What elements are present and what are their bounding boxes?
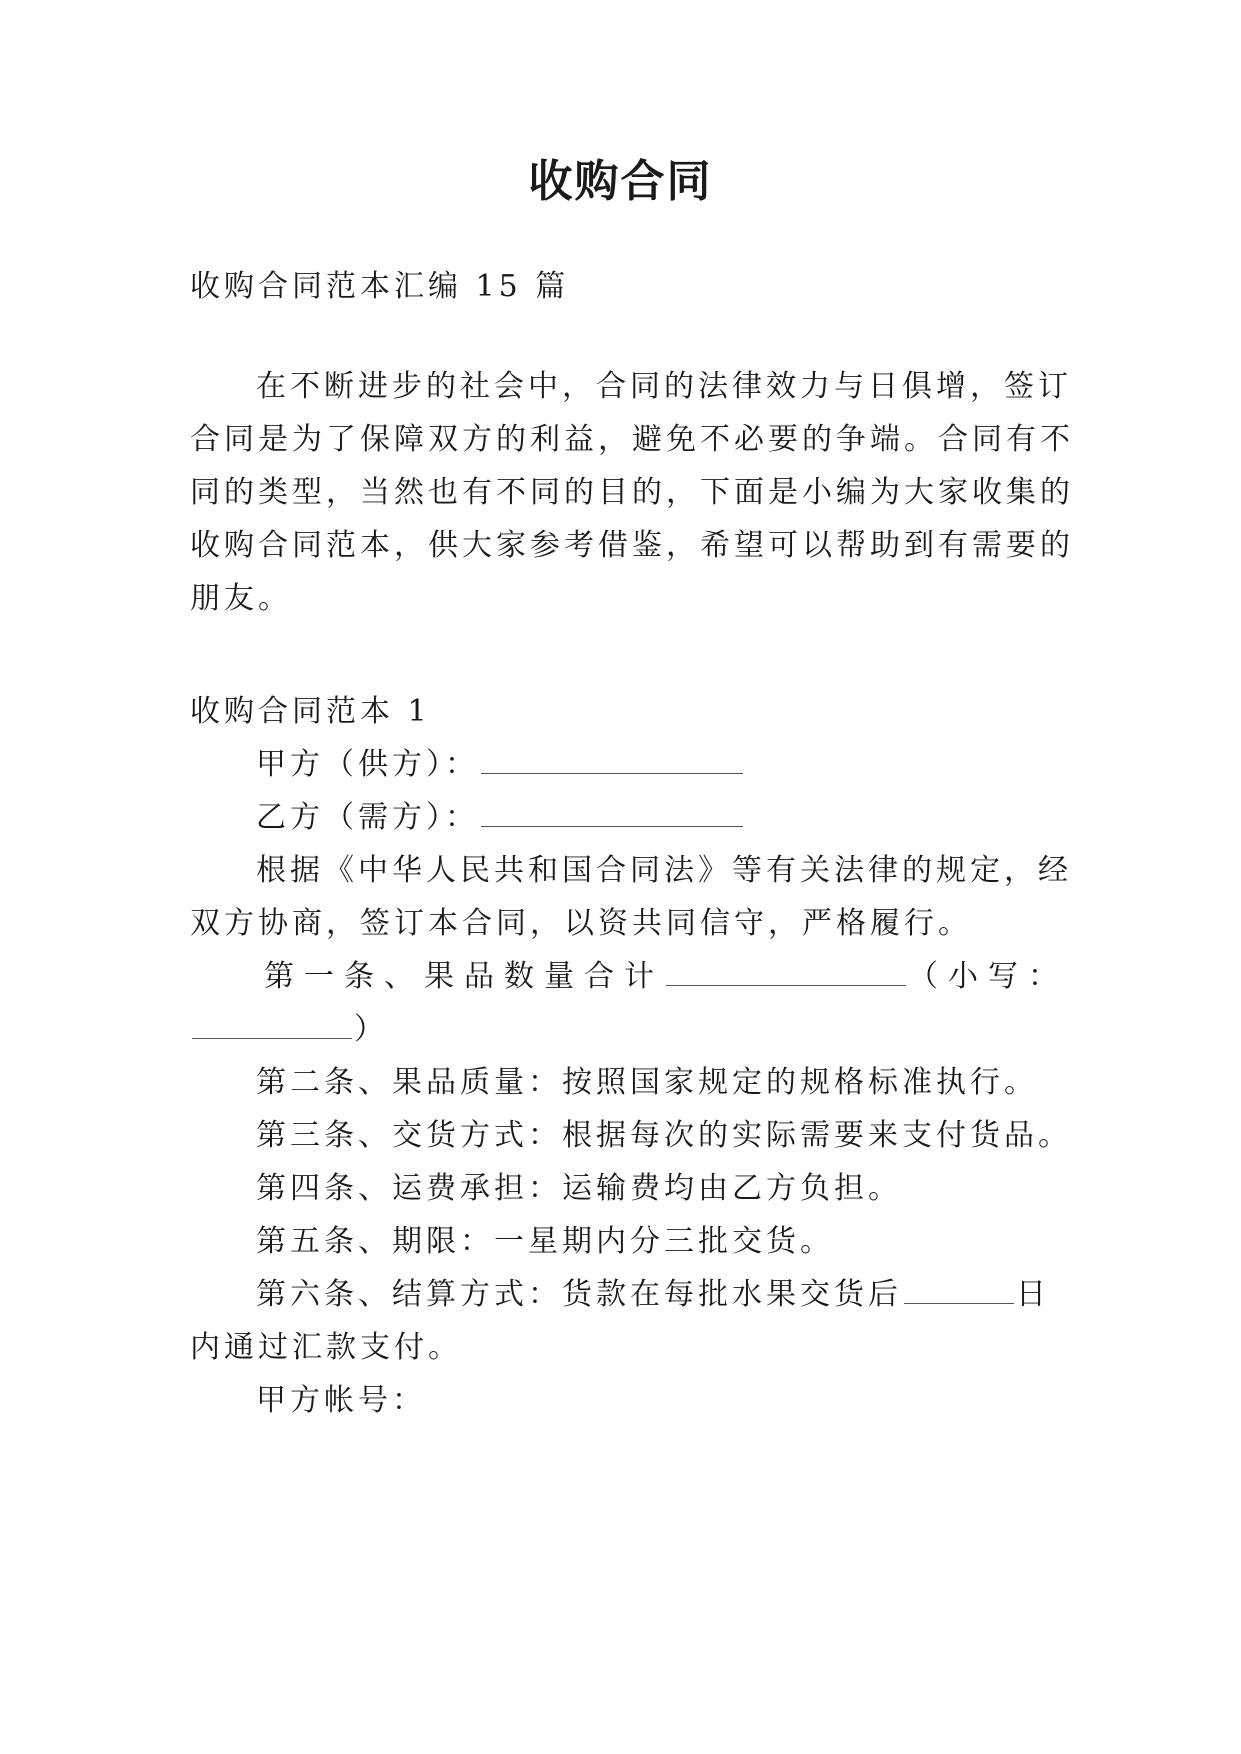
article-2: 第二条、果品质量：按照国家规定的规格标准执行。	[256, 1065, 1038, 1100]
article-6-cont: 内通过汇款支付。	[190, 1330, 462, 1365]
document-subtitle: 收购合同范本汇编 15 篇	[190, 269, 570, 304]
article-6-blank	[904, 1275, 1014, 1304]
basis-line-2: 双方协商，签订本合同，以资共同信守，严格履行。	[190, 906, 972, 941]
article-1-small: （小写：	[908, 959, 1068, 994]
article-6-day: 日	[1016, 1277, 1050, 1312]
article-1-cont	[190, 1010, 388, 1050]
intro-line-1: 在不断进步的社会中，合同的法律效力与日俱增，签订	[256, 369, 1072, 404]
article-1-small-blank	[192, 1010, 352, 1039]
document-title: 收购合同	[528, 156, 713, 207]
article-6-text: 第六条、结算方式：货款在每批水果交货后	[256, 1277, 902, 1312]
intro-line-2: 合同是为了保障双方的利益，避免不必要的争端。合同有不	[190, 422, 1074, 457]
article-6-line	[256, 1275, 1050, 1315]
intro-line-5: 朋友。	[190, 581, 292, 616]
article-1-close: ）	[354, 1012, 388, 1047]
party-a-line	[256, 745, 745, 785]
article-1-line	[264, 957, 1068, 997]
article-1-blank	[666, 957, 906, 986]
article-1-text: 第一条、果品数量合计	[264, 959, 664, 994]
party-b-blank	[481, 798, 743, 827]
article-4: 第四条、运费承担：运输费均由乙方负担。	[256, 1171, 902, 1206]
party-b-label: 乙方（需方）：	[256, 800, 479, 835]
intro-line-3: 同的类型，当然也有不同的目的，下面是小编为大家收集的	[190, 475, 1074, 510]
party-b-line	[256, 798, 745, 838]
party-a-blank	[481, 745, 743, 774]
article-3: 第三条、交货方式：根据每次的实际需要来支付货品。	[256, 1118, 1072, 1153]
intro-line-4: 收购合同范本，供大家参考借鉴，希望可以帮助到有需要的	[190, 528, 1074, 563]
section-heading: 收购合同范本 1	[190, 694, 431, 729]
party-a-label: 甲方（供方）：	[256, 747, 479, 782]
basis-line-1: 根据《中华人民共和国合同法》等有关法律的规定，经	[256, 853, 1072, 888]
article-5: 第五条、期限：一星期内分三批交货。	[256, 1224, 834, 1259]
party-a-account: 甲方帐号：	[256, 1383, 426, 1418]
